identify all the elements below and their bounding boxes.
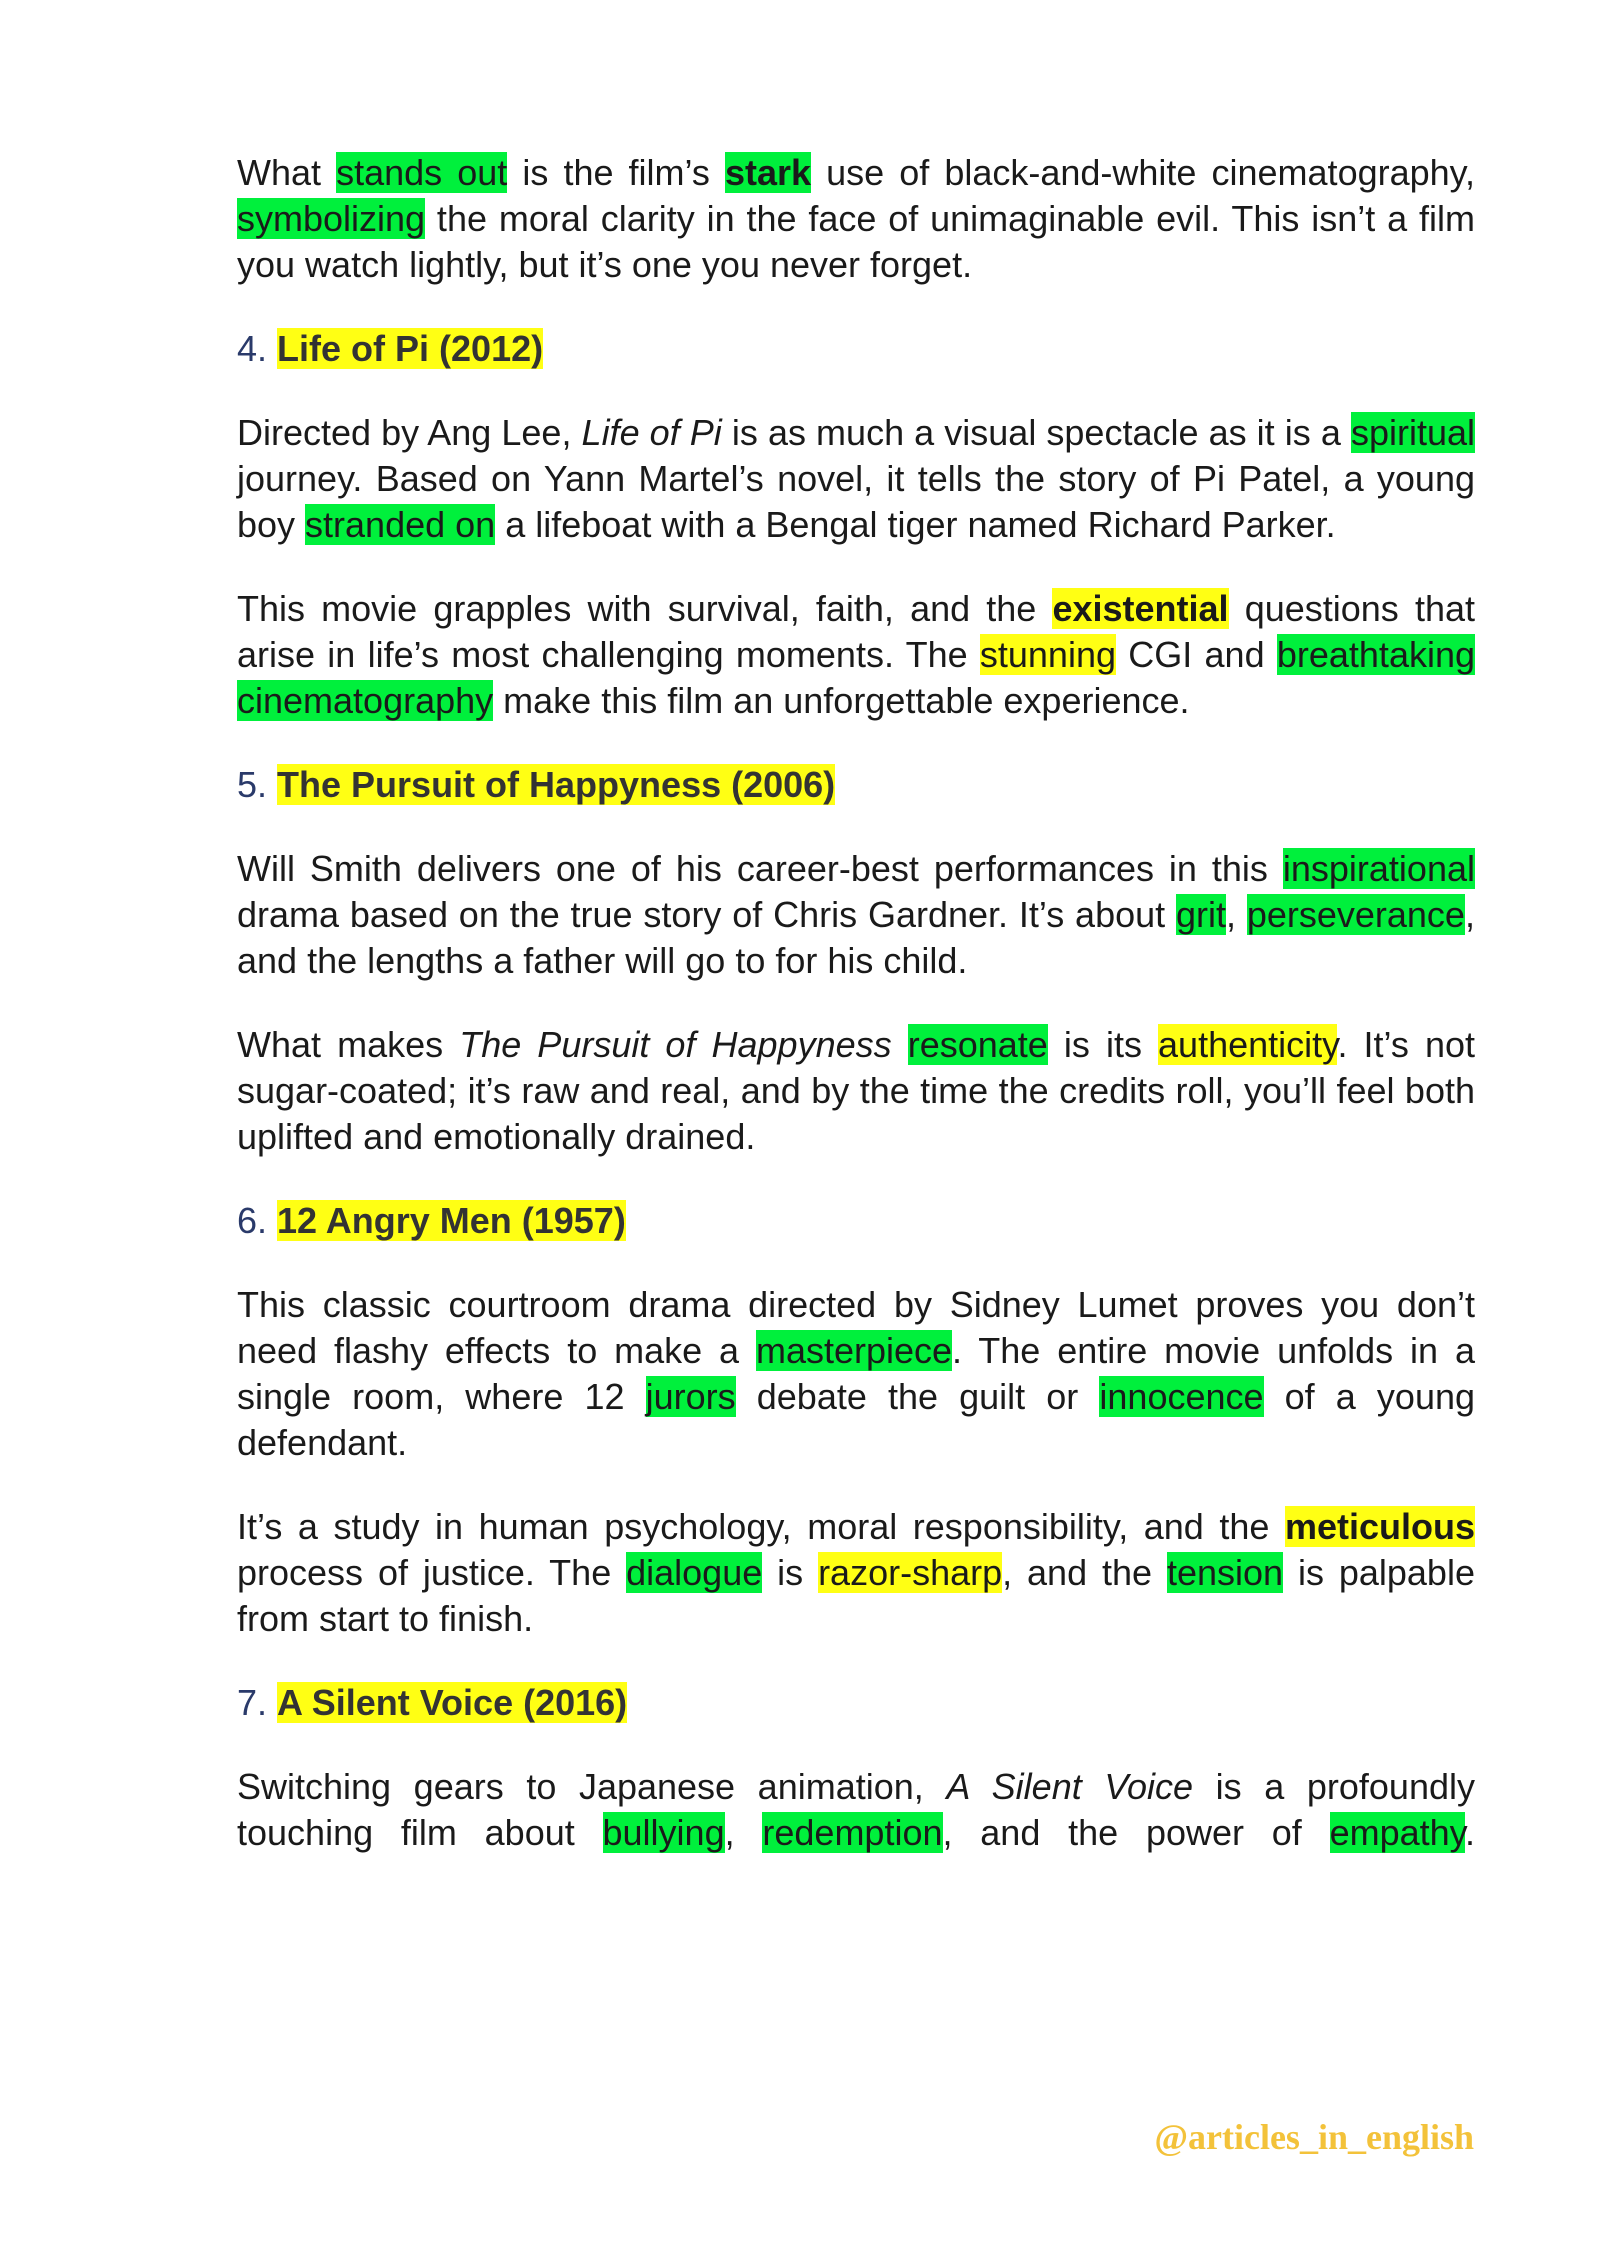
- text: [892, 1024, 908, 1065]
- text: This classic courtroom drama directed by Sidney Lumet proves you don’t need flashy effects to make a: [237, 1284, 1475, 1371]
- text: . It’s not sugar-coated; it’s raw and real, and by the time the credits roll, you’ll feel both uplifted and emotionally drained.: [237, 1024, 1476, 1157]
- text: This movie grapples with survival, faith, and the: [237, 588, 1053, 629]
- section-heading-12-angry-men: [237, 1198, 1475, 1244]
- highlight-green: stranded on: [305, 504, 496, 545]
- highlight-green-bold: stark: [724, 152, 812, 193]
- section-number: 7.: [237, 1682, 278, 1723]
- film-title-italic: A Silent Voice: [946, 1766, 1194, 1807]
- highlight-green: dialogue: [626, 1552, 763, 1593]
- highlight-green: empathy: [1329, 1812, 1465, 1853]
- article-body: [237, 150, 1475, 1894]
- text: debate the guilt or: [735, 1376, 1100, 1417]
- highlight-green: inspirational: [1282, 848, 1475, 889]
- text: Will Smith delivers one of his career-best performances in this: [237, 848, 1283, 889]
- highlight-green: symbolizing: [237, 198, 426, 239]
- film-title-italic: Life of Pi: [581, 412, 722, 453]
- section-title: 12 Angry Men (1957): [277, 1200, 626, 1241]
- text: drama based on the true story of Chris Gardner. It’s about: [237, 894, 1176, 935]
- paragraph-life-of-pi-2: [237, 586, 1475, 724]
- section-title: Life of Pi (2012): [277, 328, 544, 369]
- highlight-yellow-bold: existential: [1052, 588, 1229, 629]
- highlight-green: perseverance: [1246, 894, 1465, 935]
- text: It’s a study in human psychology, moral responsibility, and the: [237, 1506, 1285, 1547]
- section-number: 6.: [237, 1200, 278, 1241]
- text: Directed by Ang Lee,: [237, 412, 582, 453]
- highlight-yellow: razor-sharp: [818, 1552, 1003, 1593]
- text: make this film an unforgettable experience.: [493, 680, 1190, 721]
- watermark-handle: @articles_in_english: [1154, 2117, 1474, 2157]
- text: , and the lengths a father will go to for his child.: [237, 894, 1475, 981]
- highlight-green: spiritual: [1350, 412, 1475, 453]
- text: is palpable from start to finish.: [237, 1552, 1475, 1639]
- section-number: 4.: [237, 328, 278, 369]
- highlight-green: stands out: [336, 152, 508, 193]
- text: What: [237, 152, 337, 193]
- section-heading-pursuit-of-happyness: [237, 762, 1475, 808]
- paragraph-pursuit-1: [237, 846, 1475, 984]
- highlight-yellow-bold: meticulous: [1284, 1506, 1475, 1547]
- paragraph-schindlers-list-closing: [237, 150, 1475, 288]
- section-heading-a-silent-voice: [237, 1680, 1475, 1726]
- paragraph-12-angry-men-1: [237, 1282, 1475, 1466]
- text: CGI and: [1115, 634, 1277, 675]
- text: questions that arise in life’s most challenging moments. The: [237, 588, 1475, 675]
- highlight-green: breathtaking: [1276, 634, 1475, 675]
- text: of a young defendant.: [237, 1376, 1476, 1463]
- paragraph-a-silent-voice-1: [237, 1764, 1475, 1856]
- text: a lifeboat with a Bengal tiger named Richard Parker.: [495, 504, 1336, 545]
- text: process of justice. The: [237, 1552, 627, 1593]
- text: is the film’s: [507, 152, 725, 193]
- film-title-italic: The Pursuit of Happyness: [459, 1024, 892, 1065]
- highlight-yellow: stunning: [979, 634, 1116, 675]
- highlight-green: cinematography: [237, 680, 494, 721]
- text: Switching gears to Japanese animation,: [237, 1766, 947, 1807]
- text: .: [1464, 1812, 1475, 1853]
- text: , and the power of: [942, 1812, 1330, 1853]
- highlight-green: bullying: [602, 1812, 725, 1853]
- text: ,: [1225, 894, 1247, 935]
- text: What makes: [237, 1024, 460, 1065]
- text: use of black-and-white cinematography,: [811, 152, 1475, 193]
- highlight-green: innocence: [1099, 1376, 1264, 1417]
- text: . The entire movie unfolds in a single room, where 12: [237, 1330, 1475, 1417]
- text: , and the: [1002, 1552, 1167, 1593]
- section-title: A Silent Voice (2016): [277, 1682, 628, 1723]
- highlight-green: grit: [1175, 894, 1226, 935]
- text: is as much a visual spectacle as it is a: [721, 412, 1351, 453]
- section-heading-life-of-pi: [237, 326, 1475, 372]
- highlight-green: tension: [1166, 1552, 1284, 1593]
- highlight-green: jurors: [645, 1376, 736, 1417]
- text: journey. Based on Yann Martel’s novel, it tells the story of Pi Patel, a young boy: [237, 458, 1475, 545]
- paragraph-life-of-pi-1: [237, 410, 1475, 548]
- highlight-green: masterpiece: [755, 1330, 953, 1371]
- highlight-green: resonate: [907, 1024, 1048, 1065]
- highlight-green: redemption: [762, 1812, 943, 1853]
- text: is a profoundly touching film about: [237, 1766, 1475, 1853]
- highlight-yellow: authenticity: [1158, 1024, 1338, 1065]
- text: is its: [1047, 1024, 1159, 1065]
- text: the moral clarity in the face of unimaginable evil. This isn’t a film you watch lightly, but it’s one you never forget.: [237, 198, 1475, 285]
- text: is: [762, 1552, 819, 1593]
- text: ,: [724, 1812, 763, 1853]
- paragraph-pursuit-2: [237, 1022, 1475, 1160]
- paragraph-12-angry-men-2: [237, 1504, 1475, 1642]
- section-title: The Pursuit of Happyness (2006): [277, 764, 836, 805]
- section-number: 5.: [237, 764, 278, 805]
